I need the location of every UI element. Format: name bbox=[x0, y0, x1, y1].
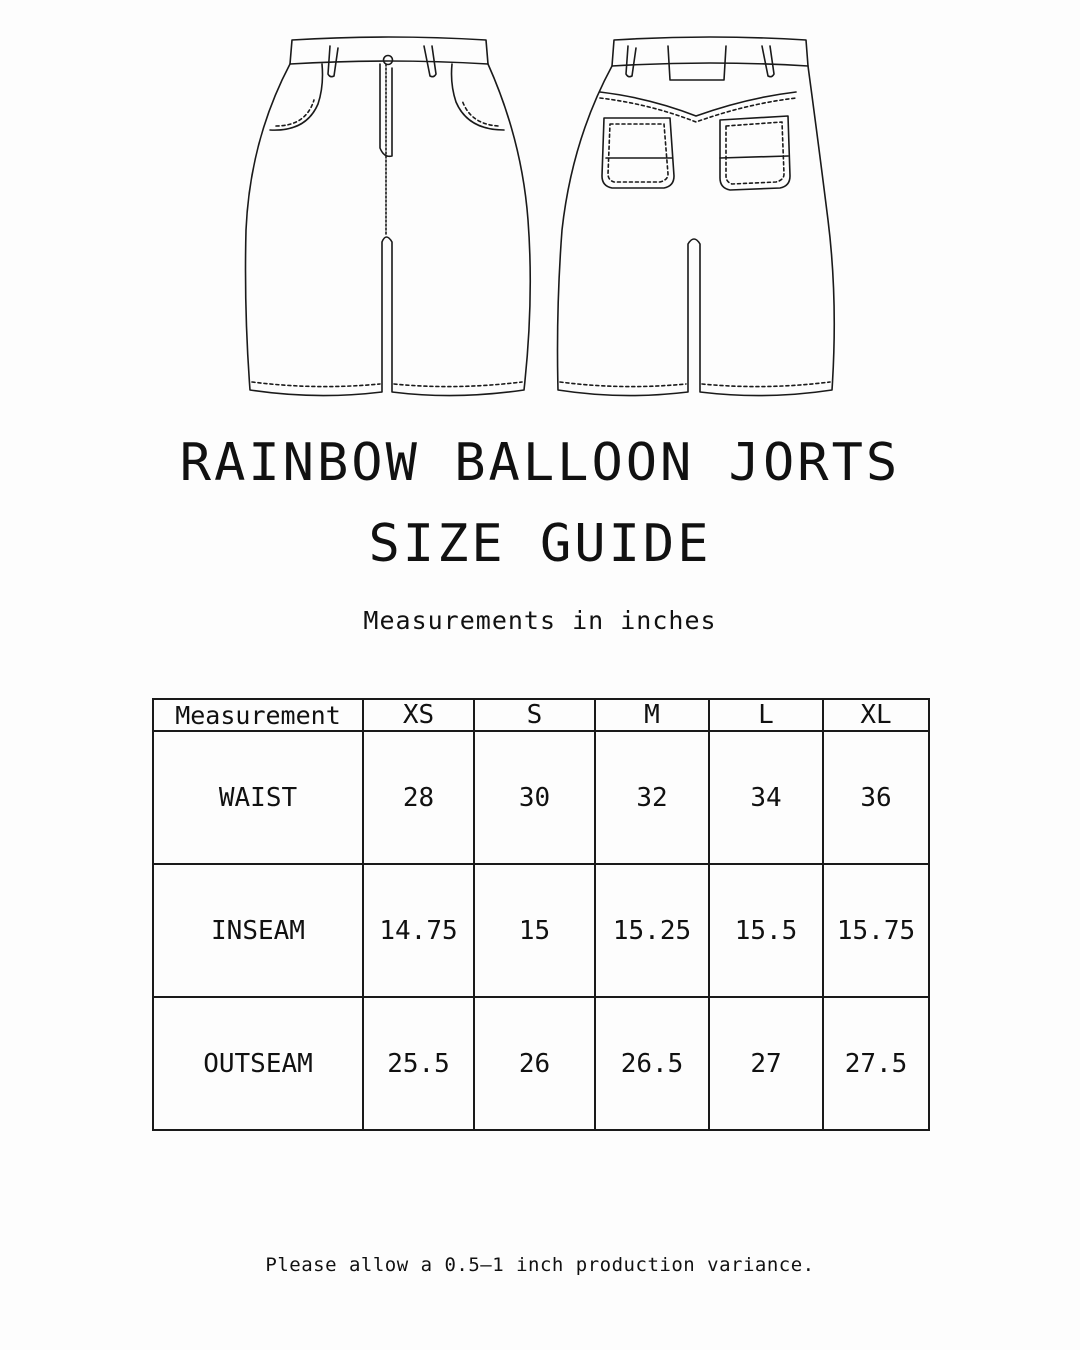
column-header-size: XL bbox=[823, 699, 929, 731]
row-label: WAIST bbox=[153, 731, 363, 864]
table-cell: 36 bbox=[823, 731, 929, 864]
row-label: INSEAM bbox=[153, 864, 363, 997]
column-header-size: XS bbox=[363, 699, 474, 731]
footer-note: Please allow a 0.5–1 inch production variance. bbox=[265, 1254, 815, 1276]
column-header-measurement: Measurement bbox=[153, 699, 363, 731]
column-header-size: S bbox=[474, 699, 595, 731]
table-cell: 34 bbox=[709, 731, 823, 864]
table-cell: 15.75 bbox=[823, 864, 929, 997]
table-row bbox=[153, 864, 929, 997]
table-cell: 28 bbox=[363, 731, 474, 864]
page-title-line-1: RAINBOW BALLOON JORTS bbox=[179, 433, 901, 493]
table-cell: 32 bbox=[595, 731, 709, 864]
table-row bbox=[153, 997, 929, 1130]
column-header-size: L bbox=[709, 699, 823, 731]
column-header-size: M bbox=[595, 699, 709, 731]
shorts-back-icon bbox=[0, 0, 1080, 420]
table-cell: 25.5 bbox=[363, 997, 474, 1130]
table-header-row bbox=[153, 699, 929, 731]
table-cell: 30 bbox=[474, 731, 595, 864]
shorts-illustrations bbox=[0, 0, 1080, 420]
table-cell: 15 bbox=[474, 864, 595, 997]
table-cell: 15.5 bbox=[709, 864, 823, 997]
row-label: OUTSEAM bbox=[153, 997, 363, 1130]
size-table bbox=[152, 698, 930, 1131]
table-cell: 26 bbox=[474, 997, 595, 1130]
page-title-line-2: SIZE GUIDE bbox=[368, 514, 712, 574]
table-row bbox=[153, 731, 929, 864]
table-cell: 15.25 bbox=[595, 864, 709, 997]
table-cell: 27.5 bbox=[823, 997, 929, 1130]
subtitle: Measurements in inches bbox=[363, 606, 717, 635]
table-cell: 14.75 bbox=[363, 864, 474, 997]
table-cell: 27 bbox=[709, 997, 823, 1130]
table-cell: 26.5 bbox=[595, 997, 709, 1130]
